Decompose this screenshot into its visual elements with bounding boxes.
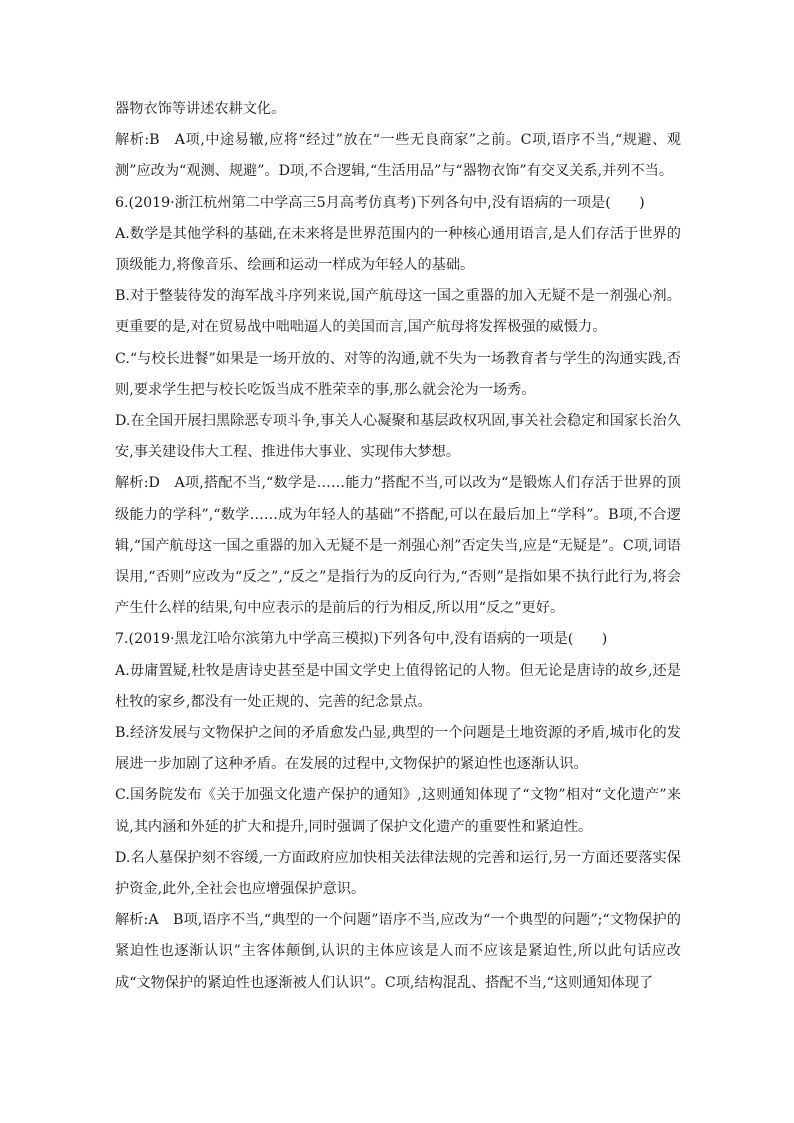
question-7-stem: 7.(2019·黑龙江哈尔滨第九中学高三模拟)下列各句中,没有语病的一项是( ) [115,631,608,648]
answer-continuation: 器物衣饰等讲述农耕文化。 [115,101,286,117]
question-7-analysis: 解析:A B项,语序不当,“典型的一个问题”语序不当,应改为“一个典型的问题”;“文物保护的紧迫性也逐渐认识”主客体颠倒,认识的主体应该是人而不应该是紧迫性,所以此句话应改成“文物保护的紧迫性也逐渐被人们认识”。C项,结构混乱、搭配不当,“这则通知体现了 [115,912,681,991]
document-page [115,94,681,999]
question-7-option-d: D.名人墓保护刻不容缓,一方面政府应加快相关法律法规的完善和运行,另一方面还要落实保护资金,此外,全社会也应增强保护意识。 [115,849,681,898]
question-7-option-c: C.国务院发布《关于加强文化遗产保护的通知》,这则通知体现了“文物”相对“文化遗产”来说,其内涵和外延的扩大和提升,同时强调了保护文化遗产的重要性和紧迫性。 [115,787,681,835]
question-6-option-d: D.在全国开展扫黑除恶专项斗争,事关人心凝聚和基层政权巩固,事关社会稳定和国家长治久安,事关建设伟大工程、推进伟大事业、实现伟大梦想。 [115,413,681,461]
question-6-analysis: 解析:D A项,搭配不当,“数学是……能力”搭配不当,可以改为“是锻炼人们存活于世界的顶级能力的学科”,“数学……成为年轻人的基础”不搭配,可以在最后加上“学科”。B项,不合逻辑,“国产航母这一国之重器的加入无疑不是一剂强心剂”否定失当,应是“无疑是”。C项,词语误用,“否则”应改为“反之”,“反之”是指行为的反向行为,“否则”是指如果不执行此行为,将会产生什么样的结果,句中应表示的是前后的行为相反,所以用“反之”更好。 [115,475,681,617]
analysis-paragraph: 解析:B A项,中途易辙,应将“经过”放在“一些无良商家”之前。C项,语序不当,“规避、观测”应改为“观测、规避”。D项,不合逻辑,“生活用品”与“器物衣饰”有交叉关系,并列不当。 [115,132,681,180]
question-6-option-b: B.对于整装待发的海军战斗序列来说,国产航母这一国之重器的加入无疑不是一剂强心剂。更重要的是,对在贸易战中咄咄逼人的美国而言,国产航母将发挥极强的威慑力。 [115,288,681,336]
question-6-option-c: C.“与校长进餐”如果是一场开放的、对等的沟通,就不失为一场教育者与学生的沟通实践,否则,要求学生把与校长吃饭当成不胜荣幸的事,那么就会沦为一场秀。 [115,350,681,398]
question-7-option-a: A.毋庸置疑,杜牧是唐诗史甚至是中国文学史上值得铭记的人物。但无论是唐诗的故乡,还是杜牧的家乡,都没有一处正规的、完善的纪念景点。 [115,662,681,710]
question-6-stem: 6.(2019·浙江杭州第二中学高三5月高考仿真考)下列各句中,没有语病的一项是( ) [115,194,645,211]
question-6-option-a: A.数学是其他学科的基础,在未来将是世界范围内的一种核心通用语言,是人们存活于世界的顶级能力,将像音乐、绘画和运动一样成为年轻人的基础。 [115,225,681,274]
question-7-option-b: B.经济发展与文物保护之间的矛盾愈发凸显,典型的一个问题是土地资源的矛盾,城市化的发展进一步加剧了这种矛盾。在发展的过程中,文物保护的紧迫性也逐渐认识。 [115,725,681,773]
